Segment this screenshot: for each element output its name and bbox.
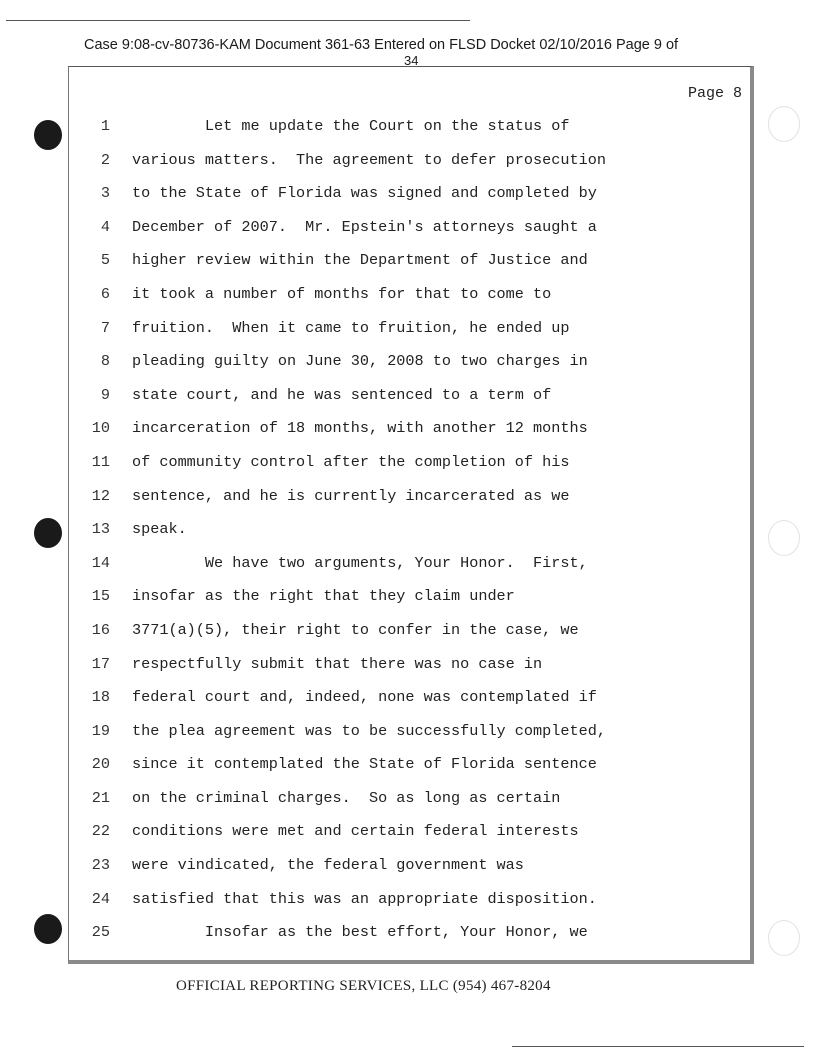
transcript-line [80,887,700,921]
transcript-line [80,685,700,719]
ghost-hole-bottom [768,920,800,956]
transcript-line [80,652,700,686]
transcript-line [80,148,700,182]
line-text: conditions were met and certain federal interests [132,822,579,841]
line-text: were vindicated, the federal government was [132,856,524,875]
line-text: sentence, and he is currently incarcerated as we [132,486,570,505]
punch-hole-top [34,120,62,150]
line-text: satisfied that this was an appropriate disposition. [132,889,597,908]
transcript-line [80,752,700,786]
transcript-line [80,450,700,484]
line-text: it took a number of months for that to come to [132,284,552,303]
line-number: 4 [100,217,110,236]
line-text: fruition. When it came to fruition, he ended up [132,318,570,337]
line-number: 21 [91,788,110,807]
line-number: 10 [91,419,110,438]
bottom-rule [512,1046,804,1047]
line-text: respectfully submit that there was no case in [132,654,543,673]
transcript-line [80,819,700,853]
line-number: 23 [91,856,110,875]
line-number: 8 [100,352,110,371]
line-text: 3771(a)(5), their right to confer in the case, we [132,620,579,639]
line-text: incarceration of 18 months, with another 12 months [132,419,588,438]
transcript-line [80,517,700,551]
line-number: 2 [100,150,110,169]
line-text: We have two arguments, Your Honor. First, [132,553,588,572]
line-number: 13 [91,520,110,539]
line-number: 12 [91,486,110,505]
reporter-footer: OFFICIAL REPORTING SERVICES, LLC (954) 467-8204 [176,978,551,994]
line-number: 15 [91,587,110,606]
transcript-line [80,786,700,820]
transcript-line [80,920,700,954]
line-text: state court, and he was sentenced to a term of [132,385,552,404]
line-text: Insofar as the best effort, Your Honor, we [132,923,588,942]
docket-total-pages: 34 [404,53,419,68]
transcript-line [80,215,700,249]
line-number: 20 [91,755,110,774]
transcript-line [80,484,700,518]
line-number: 7 [100,318,110,337]
transcript-line [80,853,700,887]
line-text: higher review within the Department of Justice and [132,251,588,270]
line-text: various matters. The agreement to defer prosecution [132,150,606,169]
transcript-line [80,551,700,585]
line-text: the plea agreement was to be successfully completed, [132,721,606,740]
line-text: of community control after the completion of his [132,452,570,471]
transcript-line [80,181,700,215]
transcript-line [80,416,700,450]
line-number: 6 [100,284,110,303]
line-text: insofar as the right that they claim under [132,587,515,606]
transcript-line [80,282,700,316]
line-text: Let me update the Court on the status of [132,117,570,135]
transcript-lines [80,114,700,954]
line-number: 16 [91,620,110,639]
line-number: 11 [91,452,110,471]
punch-hole-middle [34,518,62,548]
line-number: 17 [91,654,110,673]
line-number: 3 [100,184,110,203]
line-number: 5 [100,251,110,270]
line-number: 24 [91,889,110,908]
line-number: 19 [91,721,110,740]
line-number: 18 [91,688,110,707]
transcript-line [80,618,700,652]
transcript-line [80,248,700,282]
line-number: 25 [91,923,110,942]
line-text: December of 2007. Mr. Epstein's attorneys saught a [132,217,597,236]
line-text: pleading guilty on June 30, 2008 to two charges in [132,352,588,371]
line-text: federal court and, indeed, none was contemplated if [132,688,597,707]
docket-header: Case 9:08-cv-80736-KAM Document 361-63 Entered on FLSD Docket 02/10/2016 Page 9 of [84,37,679,53]
top-rule [6,20,470,21]
transcript-line [80,114,700,148]
line-number: 22 [91,822,110,841]
line-text: on the criminal charges. So as long as certain [132,788,561,807]
line-text: to the State of Florida was signed and completed by [132,184,597,203]
transcript-line [80,316,700,350]
line-number: 14 [91,553,110,572]
line-text: since it contemplated the State of Florida sentence [132,755,597,774]
line-text: speak. [132,520,187,539]
transcript-line [80,584,700,618]
transcript-page-number: Page 8 [688,85,743,102]
transcript-line [80,719,700,753]
line-number: 1 [100,117,110,135]
line-number: 9 [100,385,110,404]
transcript-line [80,383,700,417]
transcript-line [80,349,700,383]
punch-hole-bottom [34,914,62,944]
ghost-hole-middle [768,520,800,556]
ghost-hole-top [768,106,800,142]
